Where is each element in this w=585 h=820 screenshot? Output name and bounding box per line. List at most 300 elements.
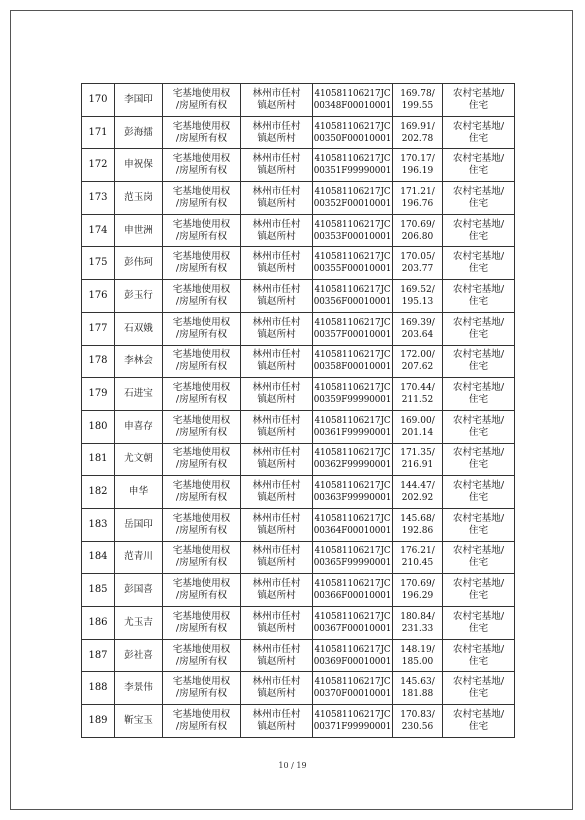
usage-line: 农村宅基地/ (452, 643, 505, 655)
unit-code-line: 410581106217JC (314, 121, 391, 132)
row-number-cell: 176 (82, 280, 115, 313)
row-number-cell: 173 (82, 182, 115, 215)
usage-cell (443, 378, 515, 411)
unit-code-line: 410581106217JC (314, 88, 391, 99)
area-line: 170.69/ (400, 219, 435, 230)
right-type-line: /房屋所有权 (175, 230, 228, 242)
area-line: 180.84/ (400, 611, 435, 622)
location-line: 林州市任村 (252, 153, 301, 165)
table-row (82, 607, 515, 640)
right-type-line: 宅基地使用权 (172, 447, 231, 459)
location-cell (241, 280, 313, 313)
unit-code-cell (313, 574, 393, 607)
table-row (82, 149, 515, 182)
right-type-line: 宅基地使用权 (172, 708, 231, 720)
area-line: 216.91 (401, 460, 434, 471)
unit-code-line: 00353F00010001 (313, 231, 392, 242)
row-number-cell: 178 (82, 345, 115, 378)
owner-name-cell: 李林会 (115, 345, 163, 378)
area-cell (393, 182, 443, 215)
usage-cell (443, 541, 515, 574)
location-line: 镇赵所村 (257, 622, 296, 634)
unit-code-cell (313, 214, 393, 247)
unit-code-line: 00366F00010001 (313, 591, 392, 602)
usage-line: 农村宅基地/ (452, 414, 505, 426)
area-line: 148.19/ (400, 644, 435, 655)
area-cell (393, 508, 443, 541)
location-line: 镇赵所村 (257, 197, 296, 209)
right-type-cell (163, 443, 241, 476)
right-type-line: /房屋所有权 (175, 622, 228, 634)
location-cell (241, 116, 313, 149)
location-cell (241, 149, 313, 182)
owner-name-cell: 申喜存 (115, 410, 163, 443)
unit-code-line: 00370F00010001 (313, 689, 392, 700)
usage-cell (443, 247, 515, 280)
usage-line: 住宅 (468, 655, 489, 667)
usage-line: 住宅 (468, 590, 489, 602)
usage-line: 住宅 (468, 197, 489, 209)
usage-cell (443, 182, 515, 215)
table-row (82, 280, 515, 313)
unit-code-line: 410581106217JC (314, 546, 391, 557)
table-body (82, 84, 515, 738)
row-number-cell: 183 (82, 508, 115, 541)
right-type-cell (163, 149, 241, 182)
right-type-line: 宅基地使用权 (172, 316, 231, 328)
unit-code-cell (313, 410, 393, 443)
area-cell (393, 84, 443, 117)
location-cell (241, 672, 313, 705)
right-type-line: /房屋所有权 (175, 295, 228, 307)
usage-line: 农村宅基地/ (452, 545, 505, 557)
unit-code-cell (313, 639, 393, 672)
right-type-line: /房屋所有权 (175, 720, 228, 732)
usage-cell (443, 607, 515, 640)
table-row (82, 378, 515, 411)
row-number-cell: 175 (82, 247, 115, 280)
usage-line: 住宅 (468, 165, 489, 177)
table-row (82, 247, 515, 280)
area-line: 202.78 (401, 133, 434, 144)
location-cell (241, 378, 313, 411)
unit-code-line: 410581106217JC (314, 219, 391, 230)
unit-code-cell (313, 476, 393, 509)
usage-cell (443, 672, 515, 705)
area-cell (393, 280, 443, 313)
unit-code-cell (313, 116, 393, 149)
unit-code-cell (313, 443, 393, 476)
location-line: 林州市任村 (252, 382, 301, 394)
right-type-line: 宅基地使用权 (172, 251, 231, 263)
table-row (82, 345, 515, 378)
usage-cell (443, 508, 515, 541)
area-line: 210.45 (401, 558, 434, 569)
unit-code-cell (313, 84, 393, 117)
location-cell (241, 247, 313, 280)
location-line: 镇赵所村 (257, 557, 296, 569)
location-line: 镇赵所村 (257, 165, 296, 177)
area-cell (393, 541, 443, 574)
area-line: 145.63/ (400, 677, 435, 688)
usage-line: 农村宅基地/ (452, 283, 505, 295)
unit-code-line: 00362F99990001 (313, 460, 392, 471)
right-type-cell (163, 280, 241, 313)
right-type-line: /房屋所有权 (175, 557, 228, 569)
usage-line: 住宅 (468, 557, 489, 569)
row-number-cell: 186 (82, 607, 115, 640)
location-line: 林州市任村 (252, 480, 301, 492)
location-cell (241, 607, 313, 640)
usage-line: 住宅 (468, 295, 489, 307)
usage-line: 住宅 (468, 328, 489, 340)
unit-code-line: 00369F00010001 (313, 656, 392, 667)
area-line: 145.68/ (400, 513, 435, 524)
usage-line: 农村宅基地/ (452, 87, 505, 99)
unit-code-line: 410581106217JC (314, 383, 391, 394)
right-type-line: 宅基地使用权 (172, 87, 231, 99)
unit-code-cell (313, 672, 393, 705)
right-type-line: /房屋所有权 (175, 197, 228, 209)
right-type-cell (163, 84, 241, 117)
location-cell (241, 574, 313, 607)
area-line: 196.19 (401, 166, 434, 177)
area-cell (393, 574, 443, 607)
right-type-line: /房屋所有权 (175, 459, 228, 471)
right-type-cell (163, 410, 241, 443)
location-cell (241, 84, 313, 117)
unit-code-line: 410581106217JC (314, 644, 391, 655)
area-cell (393, 476, 443, 509)
location-line: 镇赵所村 (257, 99, 296, 111)
row-number-cell: 185 (82, 574, 115, 607)
location-line: 镇赵所村 (257, 361, 296, 373)
unit-code-cell (313, 508, 393, 541)
row-number-cell: 171 (82, 116, 115, 149)
area-cell (393, 149, 443, 182)
location-line: 林州市任村 (252, 87, 301, 99)
owner-name-cell: 范青川 (115, 541, 163, 574)
location-line: 林州市任村 (252, 414, 301, 426)
usage-line: 住宅 (468, 622, 489, 634)
usage-line: 农村宅基地/ (452, 185, 505, 197)
unit-code-cell (313, 247, 393, 280)
area-cell (393, 607, 443, 640)
location-line: 镇赵所村 (257, 295, 296, 307)
right-type-line: /房屋所有权 (175, 165, 228, 177)
area-line: 206.80 (401, 231, 434, 242)
area-line: 196.29 (401, 591, 434, 602)
unit-code-cell (313, 280, 393, 313)
location-line: 镇赵所村 (257, 688, 296, 700)
area-cell (393, 410, 443, 443)
location-cell (241, 508, 313, 541)
unit-code-cell (313, 149, 393, 182)
usage-line: 农村宅基地/ (452, 447, 505, 459)
location-line: 林州市任村 (252, 316, 301, 328)
usage-cell (443, 345, 515, 378)
usage-line: 农村宅基地/ (452, 480, 505, 492)
location-cell (241, 214, 313, 247)
location-cell (241, 182, 313, 215)
right-type-cell (163, 116, 241, 149)
unit-code-line: 410581106217JC (314, 677, 391, 688)
location-line: 林州市任村 (252, 643, 301, 655)
usage-cell (443, 312, 515, 345)
unit-code-line: 00359F99990001 (313, 395, 392, 406)
owner-name-cell: 靳宝玉 (115, 705, 163, 738)
area-line: 144.47/ (400, 481, 435, 492)
right-type-line: 宅基地使用权 (172, 349, 231, 361)
unit-code-line: 410581106217JC (314, 284, 391, 295)
right-type-line: /房屋所有权 (175, 328, 228, 340)
location-line: 林州市任村 (252, 676, 301, 688)
right-type-line: 宅基地使用权 (172, 545, 231, 557)
unit-code-line: 410581106217JC (314, 709, 391, 720)
location-line: 林州市任村 (252, 708, 301, 720)
right-type-line: /房屋所有权 (175, 524, 228, 536)
area-cell (393, 378, 443, 411)
row-number-cell: 189 (82, 705, 115, 738)
right-type-line: 宅基地使用权 (172, 676, 231, 688)
location-line: 镇赵所村 (257, 263, 296, 275)
unit-code-line: 410581106217JC (314, 317, 391, 328)
right-type-cell (163, 607, 241, 640)
right-type-line: /房屋所有权 (175, 361, 228, 373)
right-type-cell (163, 182, 241, 215)
right-type-cell (163, 312, 241, 345)
right-type-line: /房屋所有权 (175, 426, 228, 438)
right-type-line: 宅基地使用权 (172, 512, 231, 524)
area-line: 172.00/ (400, 350, 435, 361)
unit-code-line: 00361F99990001 (313, 427, 392, 438)
row-number-cell: 182 (82, 476, 115, 509)
row-number-cell: 188 (82, 672, 115, 705)
location-line: 镇赵所村 (257, 328, 296, 340)
table-row (82, 84, 515, 117)
area-cell (393, 116, 443, 149)
owner-name-cell: 彭海擂 (115, 116, 163, 149)
unit-code-line: 00357F00010001 (313, 329, 392, 340)
owner-name-cell: 尤文朝 (115, 443, 163, 476)
right-type-cell (163, 214, 241, 247)
location-line: 镇赵所村 (257, 492, 296, 504)
right-type-line: 宅基地使用权 (172, 578, 231, 590)
table-row (82, 214, 515, 247)
right-type-line: /房屋所有权 (175, 655, 228, 667)
area-cell (393, 312, 443, 345)
row-number-cell: 187 (82, 639, 115, 672)
right-type-line: /房屋所有权 (175, 590, 228, 602)
right-type-cell (163, 476, 241, 509)
row-number-cell: 184 (82, 541, 115, 574)
unit-code-line: 00351F99990001 (313, 166, 392, 177)
location-cell (241, 410, 313, 443)
location-line: 林州市任村 (252, 610, 301, 622)
usage-cell (443, 410, 515, 443)
location-line: 林州市任村 (252, 218, 301, 230)
usage-cell (443, 84, 515, 117)
right-type-line: /房屋所有权 (175, 132, 228, 144)
table-row (82, 410, 515, 443)
area-line: 170.44/ (400, 383, 435, 394)
unit-code-line: 410581106217JC (314, 579, 391, 590)
table-row (82, 508, 515, 541)
area-line: 169.39/ (400, 317, 435, 328)
owner-name-cell: 申世洲 (115, 214, 163, 247)
usage-line: 住宅 (468, 720, 489, 732)
area-line: 203.64 (401, 329, 434, 340)
unit-code-line: 410581106217JC (314, 448, 391, 459)
owner-name-cell: 彭国喜 (115, 574, 163, 607)
area-cell (393, 443, 443, 476)
table-row (82, 443, 515, 476)
location-line: 镇赵所村 (257, 720, 296, 732)
usage-line: 住宅 (468, 688, 489, 700)
table-row (82, 639, 515, 672)
row-number-cell: 179 (82, 378, 115, 411)
area-line: 199.55 (401, 100, 434, 111)
area-line: 170.17/ (400, 154, 435, 165)
right-type-line: 宅基地使用权 (172, 185, 231, 197)
owner-name-cell: 范玉岗 (115, 182, 163, 215)
usage-line: 农村宅基地/ (452, 153, 505, 165)
location-line: 林州市任村 (252, 283, 301, 295)
unit-code-line: 00365F99990001 (313, 558, 392, 569)
right-type-cell (163, 672, 241, 705)
right-type-line: /房屋所有权 (175, 492, 228, 504)
location-line: 镇赵所村 (257, 230, 296, 242)
right-type-cell (163, 345, 241, 378)
owner-name-cell: 李国印 (115, 84, 163, 117)
unit-code-line: 410581106217JC (314, 611, 391, 622)
right-type-line: 宅基地使用权 (172, 480, 231, 492)
table-row (82, 574, 515, 607)
location-line: 林州市任村 (252, 512, 301, 524)
area-cell (393, 705, 443, 738)
area-line: 169.78/ (400, 88, 435, 99)
unit-code-cell (313, 312, 393, 345)
location-line: 林州市任村 (252, 251, 301, 263)
unit-code-line: 00364F00010001 (313, 525, 392, 536)
usage-line: 住宅 (468, 524, 489, 536)
area-line: 169.91/ (400, 121, 435, 132)
right-type-line: /房屋所有权 (175, 394, 228, 406)
row-number-cell: 181 (82, 443, 115, 476)
right-type-line: /房屋所有权 (175, 263, 228, 275)
owner-name-cell: 彭伟珂 (115, 247, 163, 280)
right-type-cell (163, 508, 241, 541)
unit-code-line: 410581106217JC (314, 350, 391, 361)
right-type-line: 宅基地使用权 (172, 283, 231, 295)
right-type-line: 宅基地使用权 (172, 153, 231, 165)
table-row (82, 705, 515, 738)
unit-code-line: 410581106217JC (314, 154, 391, 165)
unit-code-cell (313, 705, 393, 738)
area-cell (393, 214, 443, 247)
area-line: 192.86 (401, 525, 434, 536)
owner-name-cell: 石双娥 (115, 312, 163, 345)
usage-line: 住宅 (468, 394, 489, 406)
right-type-line: 宅基地使用权 (172, 382, 231, 394)
right-type-cell (163, 541, 241, 574)
unit-code-line: 00371F99990001 (313, 721, 392, 732)
unit-code-line: 00367F00010001 (313, 623, 392, 634)
unit-code-cell (313, 607, 393, 640)
area-line: 201.14 (401, 427, 434, 438)
usage-line: 住宅 (468, 492, 489, 504)
usage-line: 住宅 (468, 426, 489, 438)
usage-cell (443, 705, 515, 738)
area-line: 211.52 (401, 395, 434, 406)
location-line: 林州市任村 (252, 120, 301, 132)
usage-line: 农村宅基地/ (452, 218, 505, 230)
row-number-cell: 177 (82, 312, 115, 345)
location-line: 镇赵所村 (257, 132, 296, 144)
usage-line: 农村宅基地/ (452, 512, 505, 524)
unit-code-line: 00348F00010001 (313, 100, 392, 111)
area-line: 170.05/ (400, 252, 435, 263)
usage-cell (443, 214, 515, 247)
location-cell (241, 443, 313, 476)
area-line: 171.21/ (400, 186, 435, 197)
usage-line: 住宅 (468, 230, 489, 242)
area-line: 170.69/ (400, 579, 435, 590)
unit-code-line: 410581106217JC (314, 415, 391, 426)
usage-cell (443, 280, 515, 313)
right-type-cell (163, 574, 241, 607)
right-type-cell (163, 247, 241, 280)
usage-line: 住宅 (468, 459, 489, 471)
area-cell (393, 247, 443, 280)
right-type-cell (163, 639, 241, 672)
area-line: 230.56 (401, 721, 434, 732)
area-line: 169.00/ (400, 415, 435, 426)
location-line: 镇赵所村 (257, 426, 296, 438)
unit-code-line: 00358F00010001 (313, 362, 392, 373)
right-type-cell (163, 705, 241, 738)
location-cell (241, 705, 313, 738)
area-line: 207.62 (401, 362, 434, 373)
usage-line: 农村宅基地/ (452, 578, 505, 590)
location-line: 镇赵所村 (257, 655, 296, 667)
usage-cell (443, 476, 515, 509)
unit-code-line: 410581106217JC (314, 481, 391, 492)
area-line: 176.21/ (400, 546, 435, 557)
location-cell (241, 476, 313, 509)
row-number-cell: 180 (82, 410, 115, 443)
location-cell (241, 345, 313, 378)
right-type-line: 宅基地使用权 (172, 643, 231, 655)
right-type-line: 宅基地使用权 (172, 610, 231, 622)
unit-code-line: 00355F00010001 (313, 264, 392, 275)
usage-cell (443, 443, 515, 476)
right-type-line: /房屋所有权 (175, 99, 228, 111)
right-type-line: 宅基地使用权 (172, 414, 231, 426)
unit-code-line: 00352F00010001 (313, 198, 392, 209)
row-number-cell: 170 (82, 84, 115, 117)
area-line: 203.77 (401, 264, 434, 275)
area-cell (393, 672, 443, 705)
usage-line: 农村宅基地/ (452, 120, 505, 132)
location-cell (241, 312, 313, 345)
usage-cell (443, 116, 515, 149)
usage-line: 农村宅基地/ (452, 316, 505, 328)
right-type-line: 宅基地使用权 (172, 218, 231, 230)
unit-code-line: 410581106217JC (314, 186, 391, 197)
location-line: 镇赵所村 (257, 459, 296, 471)
area-line: 196.76 (401, 198, 434, 209)
